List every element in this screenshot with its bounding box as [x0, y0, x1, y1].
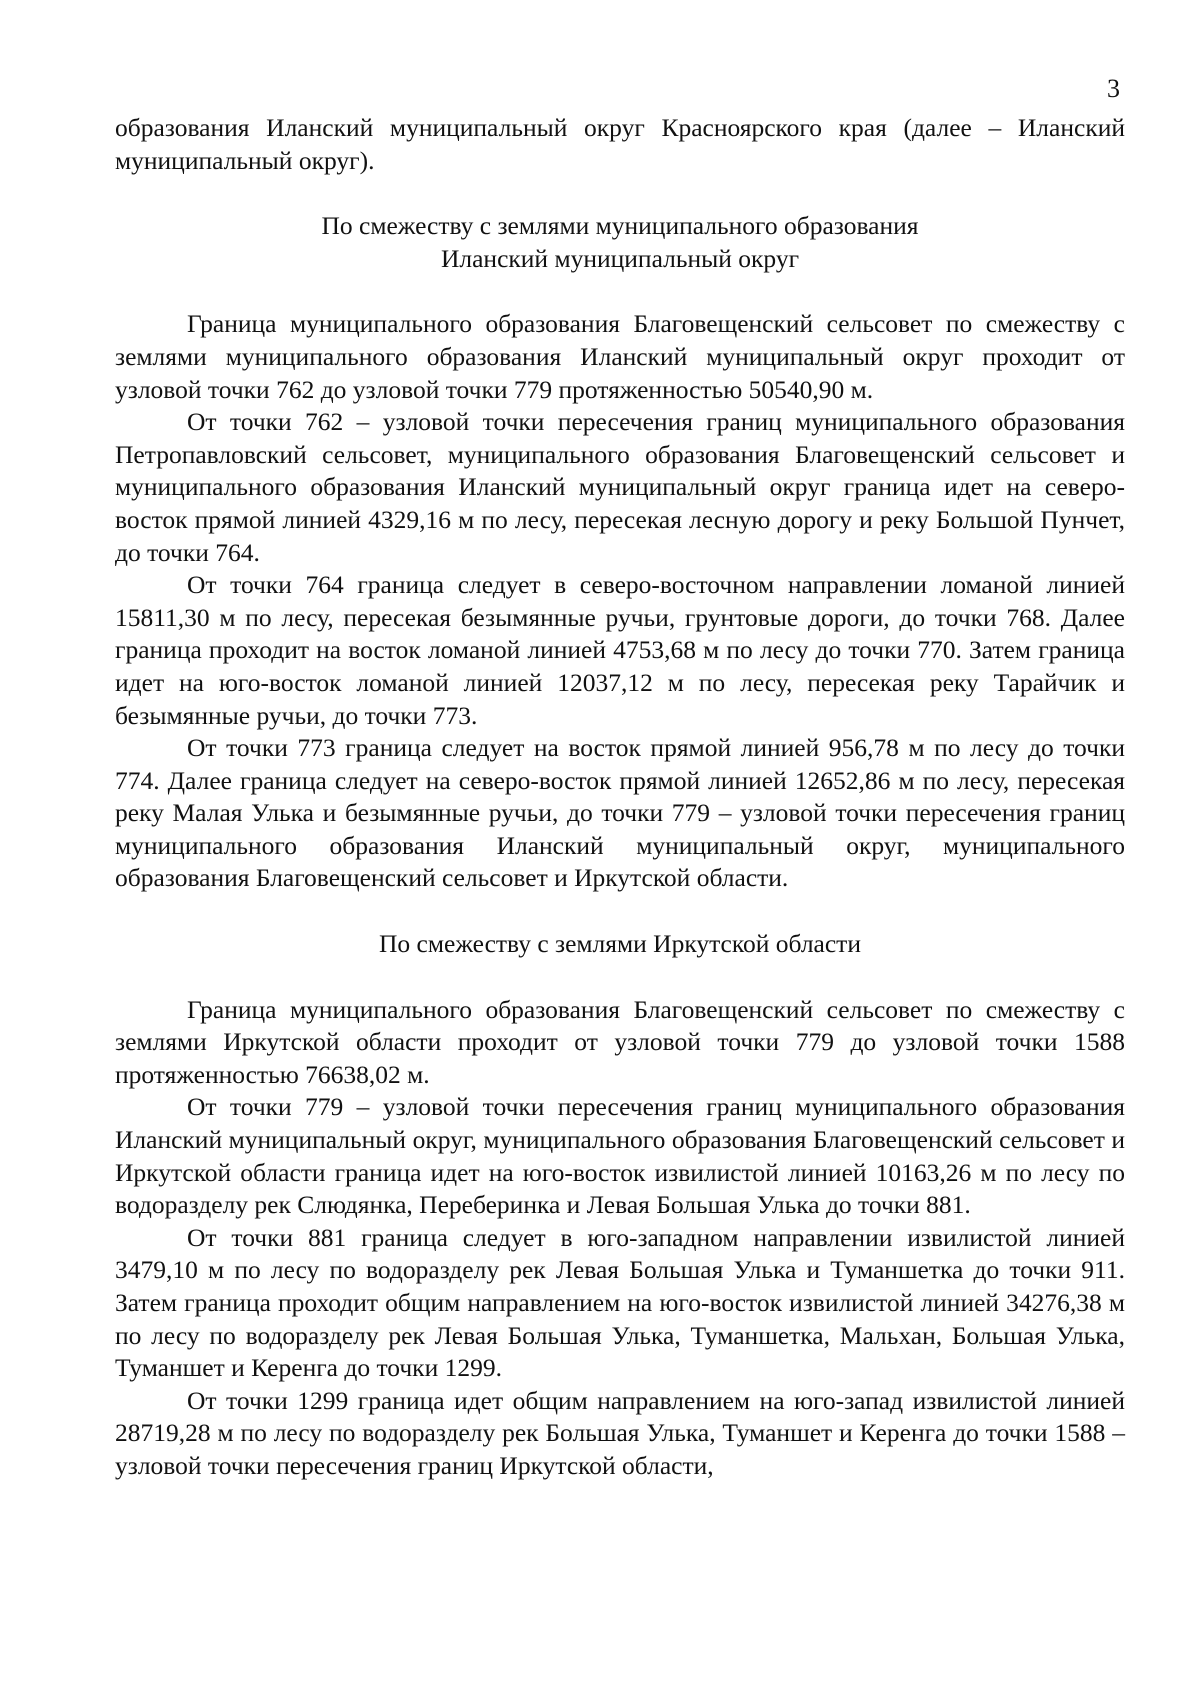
- section1-heading-line2: Иланский муниципальный округ: [440, 243, 800, 273]
- intro-paragraph: образования Иланский муниципальный округ Красноярского края (далее – Иланский муниципальный округ).: [115, 113, 1125, 175]
- section1-paragraph: От точки 773 граница следует на восток прямой линией 956,78 м по лесу до точки 774. Далее граница следует на северо-восток прямой линией 12652,86 м по лесу, пересекая реку Малая Улька и безымянные ручьи, до точки 779 – узловой точки пересечения границ муниципального образования Иланский муниципальный округ, муниципального образования Благовещенский сельсовет и Иркутской области.: [115, 733, 1125, 893]
- document-body: [115, 112, 1125, 1483]
- section1-heading: [115, 210, 1125, 275]
- section2-paragraph: От точки 881 граница следует в юго-западном направлении извилистой линией 3479,10 м по лесу по водоразделу рек Левая Большая Улька и Туманшетка до точки 911. Затем граница проходит общим направлением на юго-восток извилистой линией 34276,38 м по лесу по водоразделу рек Левая Большая Улька, Туманшетка, Мальхан, Большая Улька, Туманшет и Керенга до точки 1299.: [115, 1222, 1125, 1383]
- section2-paragraph: От точки 779 – узловой точки пересечения границ муниципального образования Иланский муниципальный округ, муниципального образования Благовещенский сельсовет и Иркутской области граница идет на юго-восток извилистой линией 10163,26 м по лесу по водоразделу рек Слюдянка, Переберинка и Левая Большая Улька до точки 881.: [115, 1092, 1125, 1220]
- page-number: 3: [1107, 74, 1120, 103]
- section1-paragraph: Граница муниципального образования Благовещенский сельсовет по смежеству с землями муниципального образования Иланский муниципальный округ проходит от узловой точки 762 до узловой точки 779 протяженностью 50540,90 м.: [115, 309, 1125, 404]
- section1-paragraph: От точки 764 граница следует в северо-восточном направлении ломаной линией 15811,30 м по лесу, пересекая безымянные ручьи, грунтовые дороги, до точки 768. Далее граница проходит на восток ломаной линией 4753,68 м по лесу до точки 770. Затем граница идет на юго-восток ломаной линией 12037,12 м по лесу, пересекая реку Тарайчик и безымянные ручьи, до точки 773.: [115, 570, 1125, 730]
- section1-heading-line1: По смежеству с землями муниципального образования: [321, 211, 919, 241]
- section2-paragraph: От точки 1299 граница идет общим направлением на юго-запад извилистой линией 28719,28 м по лесу по водоразделу рек Большая Улька, Туманшет и Керенга до точки 1588 – узловой точки пересечения границ Иркутской области,: [115, 1385, 1125, 1480]
- section1-paragraph: От точки 762 – узловой точки пересечения границ муниципального образования Петропавловский сельсовет, муниципального образования Благовещенский сельсовет и муниципального образования Иланский муниципальный округ граница идет на северо-восток прямой линией 4329,16 м по лесу, пересекая лесную дорогу и реку Большой Пунчет, до точки 764.: [115, 407, 1125, 567]
- section2-heading: По смежеству с землями Иркутской области: [379, 929, 861, 959]
- section2-paragraph: Граница муниципального образования Благовещенский сельсовет по смежеству с землями Иркутской области проходит от узловой точки 779 до узловой точки 1588 протяженностью 76638,02 м.: [115, 994, 1125, 1089]
